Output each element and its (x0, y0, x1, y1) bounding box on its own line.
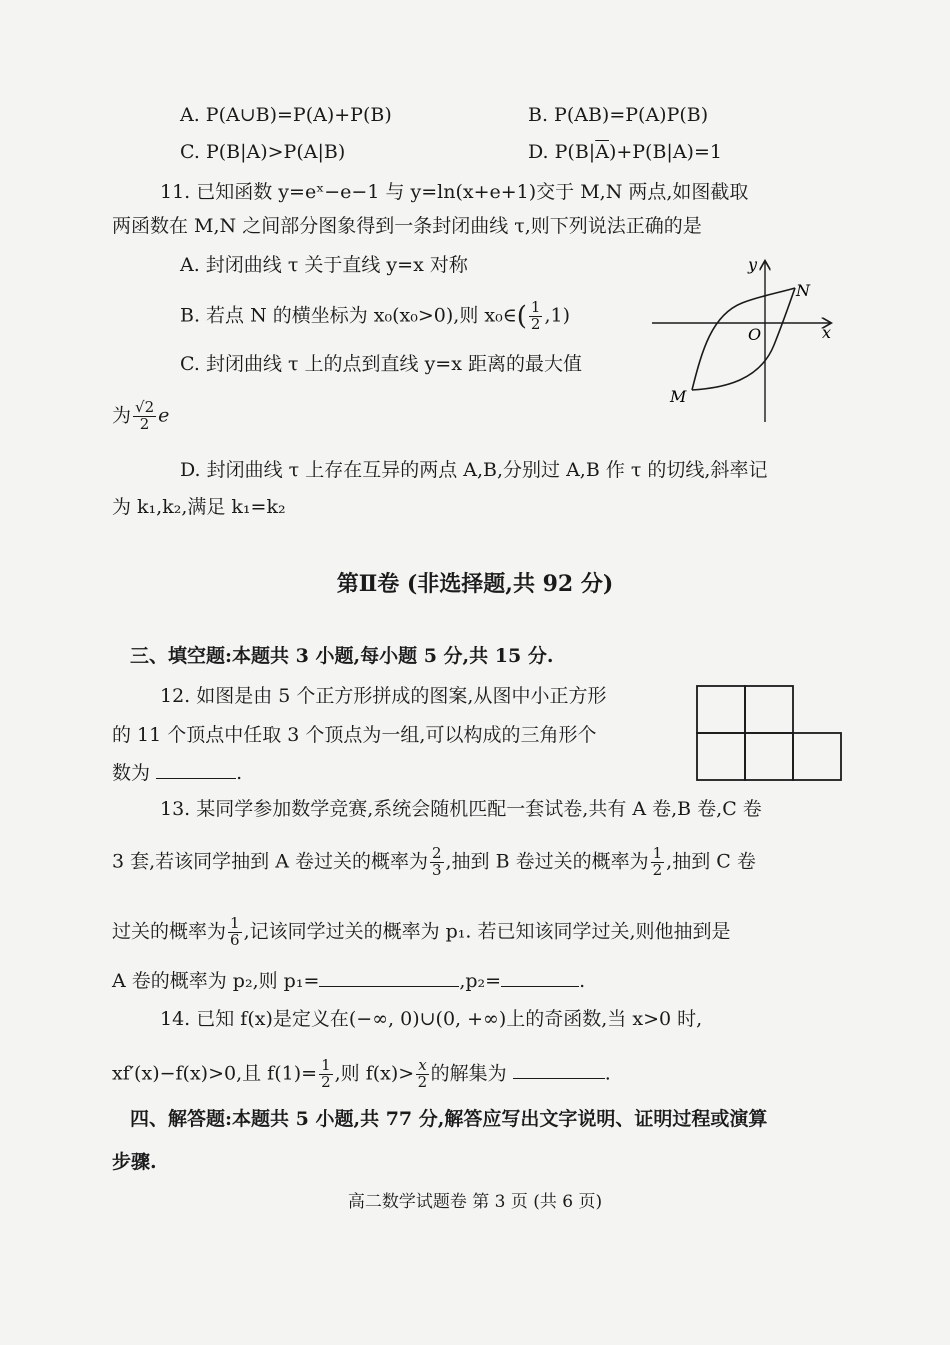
q11-option-c: C. 封闭曲线 τ 上的点到直线 y=x 距离的最大值 (180, 353, 582, 375)
q11-b-text: B. 若点 N 的横坐标为 x₀(x₀>0),则 x₀∈ (180, 304, 517, 327)
q12-square-figure (695, 684, 845, 784)
q13-fraction-1-6: $\frac{1}{6}$ (230, 914, 240, 949)
q10-option-c: C. P(B|A)>P(A|B) (180, 141, 346, 163)
q13-p2-blank[interactable] (501, 985, 579, 987)
point-m-label: M (670, 387, 687, 406)
q11-option-c-cont (112, 400, 169, 433)
q11-stem-line1: 11. 已知函数 y=eˣ−e−1 与 y=ln(x+e+1)交于 M,N 两点,如图截取 (160, 181, 749, 203)
square-3 (697, 733, 745, 780)
q13-line1: 13. 某同学参加数学竞赛,系统会随机匹配一套试卷,共有 A 卷,B 卷,C 卷 (160, 798, 762, 820)
q14-answer-blank[interactable] (513, 1077, 605, 1079)
q14-line1: 14. 已知 f(x)是定义在(−∞, 0)∪(0, +∞)上的奇函数,当 x>0 时, (160, 1008, 703, 1030)
q12-line3-text: 数为 (112, 762, 151, 784)
q12-answer-blank[interactable] (156, 777, 236, 779)
log-curve (692, 288, 795, 390)
part4-heading-line2: 步骤. (112, 1151, 157, 1173)
q10-option-d (528, 143, 722, 162)
square-2 (745, 686, 793, 733)
square-1 (697, 686, 745, 733)
q12-line2: 的 11 个顶点中任取 3 个顶点为一组,可以构成的三角形个 (112, 724, 597, 746)
q10-d-suffix: )+P(B|A)=1 (608, 141, 722, 163)
q13-fraction-2-3: $\frac{2}{3}$ (431, 844, 442, 879)
y-axis-label: y (748, 255, 758, 274)
part4-heading-line1: 四、解答题:本题共 5 小题,共 77 分,解答应写出文字说明、证明过程或演算 (130, 1108, 768, 1130)
x-axis-label: x (822, 323, 832, 342)
q13-fraction-1-2: $\frac{1}{2}$ (652, 844, 663, 879)
square-4 (745, 733, 793, 780)
q10-option-b: B. P(AB)=P(A)P(B) (528, 104, 709, 126)
q12-line3: 数为 . (112, 762, 243, 784)
q11-c-fraction: $\frac{√2}{2}$ (135, 398, 155, 433)
q13-line2: 3 套,若该同学抽到 A 卷过关的概率为 $\frac{2}{3}$ ,抽到 B 卷过关的概率为 $\frac{1}{2}$ ,抽到 C 卷 (112, 844, 756, 879)
q11-c-prefix: 为 (112, 404, 132, 427)
origin-label: O (748, 325, 762, 344)
q13-line4: A 卷的概率为 p₂,则 p₁= ,p₂= . (112, 970, 586, 992)
q14-line2: xf′(x)−f(x)>0,且 f(1)= $\frac{1}{2}$ ,则 f(x)> $\frac{x}{2}$ 的解集为 . (112, 1056, 611, 1091)
q11-stem-line2: 两函数在 M,N 之间部分图象得到一条封闭曲线 τ,则下列说法正确的是 (112, 215, 702, 237)
square-5 (793, 733, 841, 780)
q14-fraction-x-2: $\frac{x}{2}$ (417, 1056, 428, 1091)
section-title: 第Ⅱ卷 (非选择题,共 92 分) (336, 571, 614, 597)
q11-option-a: A. 封闭曲线 τ 关于直线 y=x 对称 (180, 254, 468, 276)
q13-line3: 过关的概率为 $\frac{1}{6}$ ,记该同学过关的概率为 p₁. 若已知该同学过关,则他抽到是 (112, 914, 731, 949)
q10-d-prefix: D. P(B| (528, 141, 596, 163)
q11-b-suffix: ,1) (544, 304, 571, 327)
q10-d-complement: $\overline{A}$ (595, 141, 609, 163)
q12-line1: 12. 如图是由 5 个正方形拼成的图案,从图中小正方形 (160, 685, 607, 707)
q10-option-a: A. P(A∪B)=P(A)+P(B) (180, 104, 392, 126)
page-footer: 高二数学试题卷 第 3 页 (共 6 页) (347, 1192, 603, 1212)
q11-option-d: D. 封闭曲线 τ 上存在互异的两点 A,B,分别过 A,B 作 τ 的切线,斜率记 (180, 459, 768, 481)
part3-heading: 三、填空题:本题共 3 小题,每小题 5 分,共 15 分. (130, 645, 554, 667)
point-n-label: N (796, 281, 810, 300)
q11-option-b: B. 若点 N 的横坐标为 x₀(x₀>0),则 x₀∈( $\frac{1}{2}$ ,1) (180, 298, 571, 333)
q13-p1-blank[interactable] (319, 985, 459, 987)
q11-graph (650, 250, 840, 425)
q11-option-d-cont: 为 k₁,k₂,满足 k₁=k₂ (112, 496, 286, 518)
q14-fraction-1-2: $\frac{1}{2}$ (321, 1056, 331, 1091)
q11-b-fraction: $\frac{1}{2}$ (530, 298, 541, 333)
q11-c-suffix: e (158, 404, 170, 427)
